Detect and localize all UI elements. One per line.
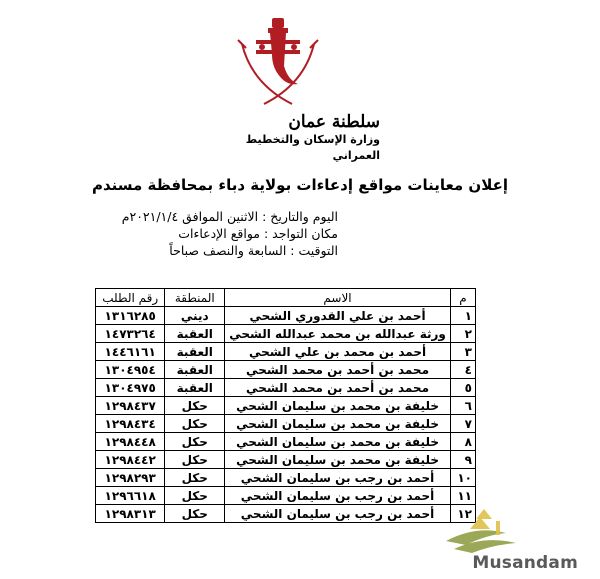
document-title: إعلان معاينات مواقع إدعاءات بولاية دباء بمحافظة مسندم xyxy=(91,176,509,194)
row-request: ١٤٧٣٢٦٤ xyxy=(96,325,165,343)
row-region: العقبة xyxy=(165,325,225,343)
row-region: العقبة xyxy=(165,379,225,397)
header-num: م xyxy=(450,289,475,307)
row-num: ١ xyxy=(450,307,475,325)
time-line: التوقيت : السابعة والنصف صباحاً xyxy=(169,243,338,258)
table-row xyxy=(96,433,476,451)
row-num: ١٢ xyxy=(450,505,475,523)
row-num: ٢ xyxy=(450,325,475,343)
table-row xyxy=(96,451,476,469)
row-request: ١٢٩٨٤٣٧ xyxy=(96,397,165,415)
table-row xyxy=(96,469,476,487)
row-region: حكل xyxy=(165,505,225,523)
row-name: أحمد بن علي القدوري الشحي xyxy=(225,307,451,325)
row-request: ١٢٩٦٦١٨ xyxy=(96,487,165,505)
header-request: رقم الطلب xyxy=(96,289,165,307)
ministry-name: وزارة الإسكان والتخطيط العمراني xyxy=(245,133,380,162)
row-region: حكل xyxy=(165,451,225,469)
row-request: ١٢٩٨٣١٣ xyxy=(96,505,165,523)
row-request: ١٤٤٦١٦١ xyxy=(96,343,165,361)
row-region: حكل xyxy=(165,415,225,433)
row-name: خليفة بن محمد بن سليمان الشحي xyxy=(225,397,451,415)
header-name: الاسم xyxy=(225,289,451,307)
row-region: حكل xyxy=(165,397,225,415)
row-name: أحمد بن رجب بن سليمان الشحي xyxy=(225,469,451,487)
watermark-text: Musandam xyxy=(472,553,578,573)
row-request: ١٢٩٨٤٤٢ xyxy=(96,451,165,469)
row-region: حكل xyxy=(165,469,225,487)
row-name: أحمد بن رجب بن سليمان الشحي xyxy=(225,487,451,505)
org-header xyxy=(220,112,380,164)
date-line: اليوم والتاريخ : الاثنين الموافق ٢٠٢١/١/٤م xyxy=(121,209,338,224)
table-header-row xyxy=(96,289,476,307)
row-request: ١٣٠٤٩٧٥ xyxy=(96,379,165,397)
oman-emblem-icon xyxy=(232,14,324,110)
row-region: حكل xyxy=(165,487,225,505)
table-row xyxy=(96,505,476,523)
row-num: ٤ xyxy=(450,361,475,379)
header-region: المنطقة xyxy=(165,289,225,307)
row-region: حكل xyxy=(165,433,225,451)
row-num: ٣ xyxy=(450,343,475,361)
row-num: ٩ xyxy=(450,451,475,469)
row-request: ١٢٩٨٤٣٤ xyxy=(96,415,165,433)
row-num: ٧ xyxy=(450,415,475,433)
row-name: خليفة بن محمد بن سليمان الشحي xyxy=(225,415,451,433)
row-num: ٨ xyxy=(450,433,475,451)
row-name: خليفة بن محمد بن سليمان الشحي xyxy=(225,451,451,469)
place-line: مكان التواجد : مواقع الإدعاءات xyxy=(178,226,338,241)
row-name: محمد بن أحمد بن محمد الشحي xyxy=(225,379,451,397)
inspection-details xyxy=(122,208,338,259)
row-request: ١٢٩٨٤٤٨ xyxy=(96,433,165,451)
row-name: أحمد بن رجب بن سليمان الشحي xyxy=(225,505,451,523)
row-name: ورثة عبدالله بن محمد عبدالله الشحي xyxy=(225,325,451,343)
table-row xyxy=(96,307,476,325)
row-request: ١٣١٦٢٨٥ xyxy=(96,307,165,325)
row-region: العقبة xyxy=(165,343,225,361)
table-row xyxy=(96,325,476,343)
org-name: سلطنة عمان xyxy=(288,112,380,132)
table-row xyxy=(96,487,476,505)
table-row xyxy=(96,361,476,379)
row-region: العقبة xyxy=(165,361,225,379)
table-row xyxy=(96,343,476,361)
row-request: ١٢٩٨٢٩٣ xyxy=(96,469,165,487)
table-row xyxy=(96,379,476,397)
row-num: ٥ xyxy=(450,379,475,397)
row-num: ٦ xyxy=(450,397,475,415)
row-request: ١٣٠٤٩٥٤ xyxy=(96,361,165,379)
row-region: ديني xyxy=(165,307,225,325)
inspection-table xyxy=(95,288,476,523)
row-name: خليفة بن محمد بن سليمان الشحي xyxy=(225,433,451,451)
table-row xyxy=(96,397,476,415)
row-num: ١١ xyxy=(450,487,475,505)
row-name: أحمد بن محمد بن علي الشحي xyxy=(225,343,451,361)
table-row xyxy=(96,415,476,433)
row-num: ١٠ xyxy=(450,469,475,487)
row-name: محمد بن أحمد بن محمد الشحي xyxy=(225,361,451,379)
